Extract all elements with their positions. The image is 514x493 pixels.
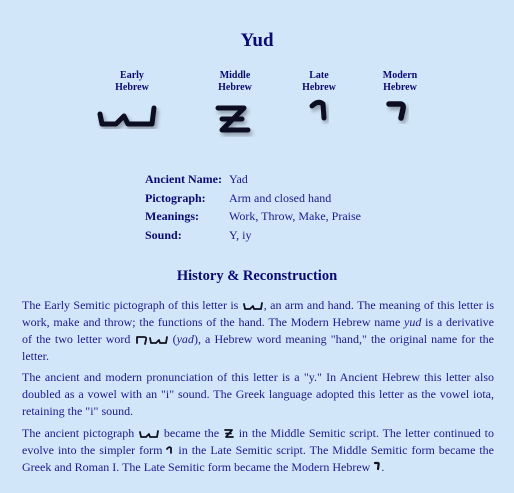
early-hebrew-yud-inline-icon xyxy=(138,428,160,440)
label-line: Middle xyxy=(219,70,251,81)
label-late-hebrew xyxy=(279,70,359,94)
letter-info xyxy=(145,170,361,244)
text: The Early Semitic pictograph of this letter is xyxy=(22,298,239,312)
label-line: Hebrew xyxy=(383,82,417,93)
info-row-sound xyxy=(145,226,361,245)
info-value: Yad xyxy=(229,172,248,186)
info-row-meanings xyxy=(145,207,361,226)
middle-hebrew-yud-inline-icon xyxy=(223,428,235,440)
middle-hebrew-yud-glyph xyxy=(212,100,256,140)
text: , a Hebrew word meaning "hand," the original name for the letter. xyxy=(22,332,495,363)
label-line: Hebrew xyxy=(302,82,336,93)
label-line: Late xyxy=(309,70,329,81)
page-title: Yud xyxy=(240,30,274,51)
info-row-ancient-name xyxy=(145,170,361,189)
info-row-pictograph xyxy=(145,189,361,208)
text: is a derivative of the two letter word xyxy=(22,315,495,346)
dalet-yud-word-icon xyxy=(135,334,169,346)
label-line: Early xyxy=(120,70,144,81)
text: in the Late Semitic script. The Middle Semitic form became the Greek and Roman I. The Late Semitic form became the Modern Hebrew xyxy=(22,443,495,474)
info-key: Ancient Name: xyxy=(145,172,222,186)
info-key: Pictograph: xyxy=(145,190,206,205)
late-hebrew-yud-inline-icon xyxy=(166,445,174,457)
text: in the Middle Semitic script. The letter continued to evolve into the simpler form xyxy=(22,426,495,457)
early-hebrew-yud-inline-icon xyxy=(242,300,264,312)
italic-text: yud xyxy=(404,315,422,329)
history-heading: History & Reconstruction xyxy=(176,268,338,284)
text: became the xyxy=(163,426,220,440)
history-paragraph-2: The ancient and modern pronunciation of this letter is a "y." In Ancient Hebrew this letter also doubled as a vowel with an "i" sound. The Greek language adopted this letter as the vowel iota, retaining the "i" sound. xyxy=(22,370,494,418)
modern-hebrew-yud-glyph xyxy=(384,96,414,126)
early-hebrew-yud-glyph xyxy=(94,100,166,136)
text: The ancient pictograph xyxy=(22,426,135,440)
italic-text: yad xyxy=(176,332,194,346)
label-line: Hebrew xyxy=(218,82,252,93)
info-value: Arm and closed hand xyxy=(229,190,332,205)
text: . xyxy=(381,460,385,474)
text: , an arm and hand. The meaning of this letter is work, make and throw; the functions of the hand. The Modern Hebrew name xyxy=(22,298,495,329)
label-line: Modern xyxy=(382,70,418,81)
label-early-hebrew xyxy=(92,70,172,94)
history-paragraph-1: The Early Semitic pictograph of this letter is , an arm and hand. The meaning of this letter is work, make and throw; the functions of the hand. The Modern Hebrew name yud is a derivative of the two letter word (yad), a Hebrew word meaning "hand," the original name for the letter. xyxy=(22,298,495,363)
info-value: Y, iy xyxy=(229,227,252,242)
info-value: Work, Throw, Make, Praise xyxy=(229,209,362,223)
history-paragraph-3 xyxy=(22,425,494,476)
info-key: Sound: xyxy=(145,227,182,242)
label-middle-hebrew xyxy=(195,70,275,94)
label-modern-hebrew xyxy=(360,70,440,94)
label-line: Hebrew xyxy=(115,82,149,93)
info-key: Meanings: xyxy=(145,209,199,223)
late-hebrew-yud-glyph xyxy=(306,96,336,126)
